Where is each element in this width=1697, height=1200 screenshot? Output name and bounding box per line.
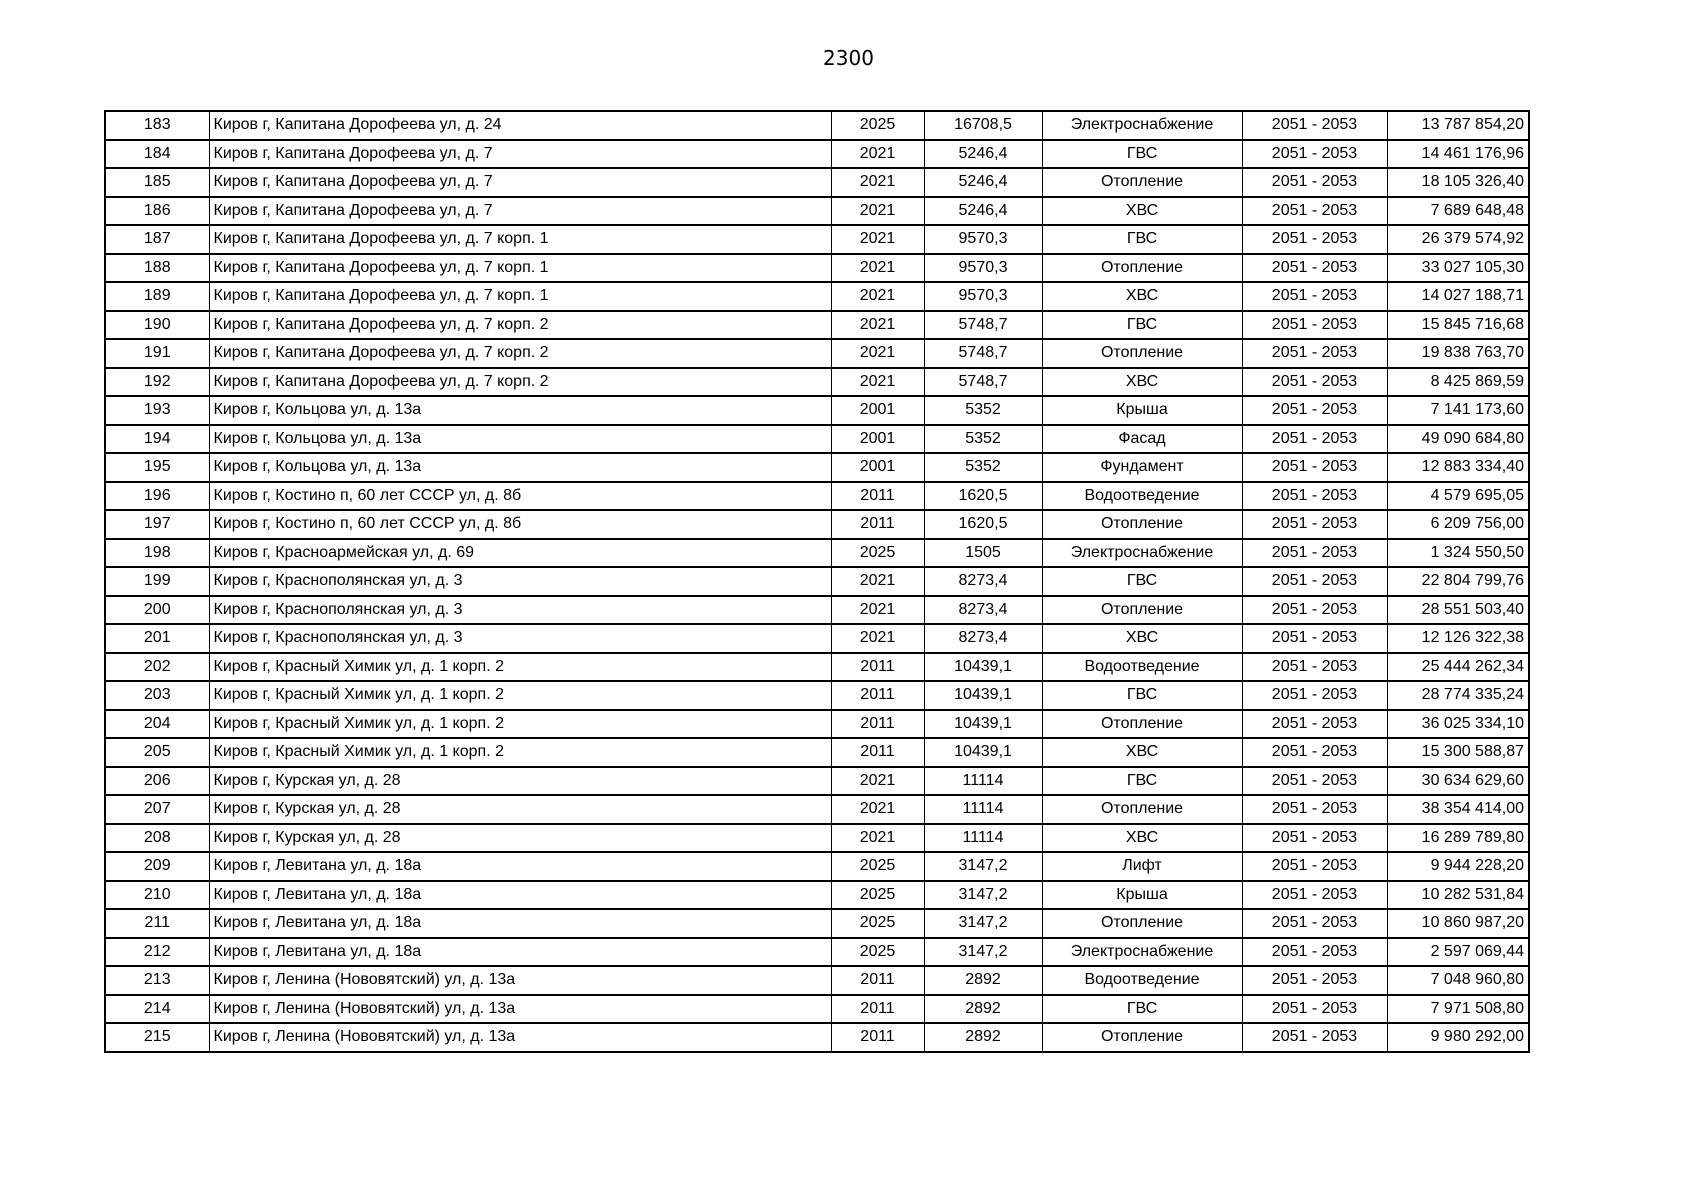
period-cell: 2051 - 2053 bbox=[1242, 225, 1387, 254]
cost-cell: 7 689 648,48 bbox=[1387, 197, 1529, 226]
year-cell: 2025 bbox=[831, 852, 924, 881]
area-cell: 5246,4 bbox=[924, 168, 1042, 197]
row-number-cell: 214 bbox=[105, 995, 209, 1024]
work-type-cell: ХВС bbox=[1042, 824, 1242, 853]
address-cell: Киров г, Капитана Дорофеева ул, д. 7 bbox=[209, 197, 831, 226]
area-cell: 1620,5 bbox=[924, 510, 1042, 539]
table-body bbox=[105, 111, 1529, 1052]
row-number-cell: 186 bbox=[105, 197, 209, 226]
year-cell: 2011 bbox=[831, 653, 924, 682]
table-row bbox=[105, 168, 1529, 197]
cost-cell: 10 860 987,20 bbox=[1387, 909, 1529, 938]
period-cell: 2051 - 2053 bbox=[1242, 795, 1387, 824]
page-number: 2300 bbox=[823, 46, 874, 70]
table-row bbox=[105, 225, 1529, 254]
period-cell: 2051 - 2053 bbox=[1242, 539, 1387, 568]
work-type-cell: ХВС bbox=[1042, 624, 1242, 653]
year-cell: 2025 bbox=[831, 111, 924, 140]
address-cell: Киров г, Левитана ул, д. 18а bbox=[209, 881, 831, 910]
period-cell: 2051 - 2053 bbox=[1242, 453, 1387, 482]
year-cell: 2011 bbox=[831, 1023, 924, 1052]
period-cell: 2051 - 2053 bbox=[1242, 567, 1387, 596]
cost-cell: 28 551 503,40 bbox=[1387, 596, 1529, 625]
cost-cell: 6 209 756,00 bbox=[1387, 510, 1529, 539]
table-row bbox=[105, 282, 1529, 311]
row-number-cell: 212 bbox=[105, 938, 209, 967]
period-cell: 2051 - 2053 bbox=[1242, 1023, 1387, 1052]
area-cell: 3147,2 bbox=[924, 938, 1042, 967]
area-cell: 5352 bbox=[924, 453, 1042, 482]
work-type-cell: Крыша bbox=[1042, 396, 1242, 425]
address-cell: Киров г, Курская ул, д. 28 bbox=[209, 767, 831, 796]
table-row bbox=[105, 339, 1529, 368]
year-cell: 2001 bbox=[831, 453, 924, 482]
address-cell: Киров г, Капитана Дорофеева ул, д. 7 корп. 1 bbox=[209, 225, 831, 254]
area-cell: 2892 bbox=[924, 995, 1042, 1024]
row-number-cell: 188 bbox=[105, 254, 209, 283]
cost-cell: 8 425 869,59 bbox=[1387, 368, 1529, 397]
year-cell: 2021 bbox=[831, 168, 924, 197]
table-row bbox=[105, 596, 1529, 625]
row-number-cell: 206 bbox=[105, 767, 209, 796]
table-row bbox=[105, 710, 1529, 739]
area-cell: 5246,4 bbox=[924, 197, 1042, 226]
table-row bbox=[105, 681, 1529, 710]
row-number-cell: 193 bbox=[105, 396, 209, 425]
row-number-cell: 190 bbox=[105, 311, 209, 340]
work-type-cell: Фасад bbox=[1042, 425, 1242, 454]
table-row bbox=[105, 396, 1529, 425]
work-type-cell: Электроснабжение bbox=[1042, 111, 1242, 140]
address-cell: Киров г, Левитана ул, д. 18а bbox=[209, 852, 831, 881]
period-cell: 2051 - 2053 bbox=[1242, 168, 1387, 197]
address-cell: Киров г, Ленина (Нововятский) ул, д. 13а bbox=[209, 966, 831, 995]
work-type-cell: Электроснабжение bbox=[1042, 539, 1242, 568]
year-cell: 2001 bbox=[831, 425, 924, 454]
area-cell: 10439,1 bbox=[924, 710, 1042, 739]
period-cell: 2051 - 2053 bbox=[1242, 510, 1387, 539]
year-cell: 2011 bbox=[831, 681, 924, 710]
cost-cell: 13 787 854,20 bbox=[1387, 111, 1529, 140]
cost-cell: 19 838 763,70 bbox=[1387, 339, 1529, 368]
cost-cell: 26 379 574,92 bbox=[1387, 225, 1529, 254]
table-row bbox=[105, 852, 1529, 881]
work-type-cell: Отопление bbox=[1042, 1023, 1242, 1052]
row-number-cell: 205 bbox=[105, 738, 209, 767]
work-type-cell: Отопление bbox=[1042, 254, 1242, 283]
address-cell: Киров г, Курская ул, д. 28 bbox=[209, 824, 831, 853]
year-cell: 2011 bbox=[831, 710, 924, 739]
table-row bbox=[105, 653, 1529, 682]
address-cell: Киров г, Ленина (Нововятский) ул, д. 13а bbox=[209, 1023, 831, 1052]
period-cell: 2051 - 2053 bbox=[1242, 966, 1387, 995]
cost-cell: 7 971 508,80 bbox=[1387, 995, 1529, 1024]
row-number-cell: 211 bbox=[105, 909, 209, 938]
period-cell: 2051 - 2053 bbox=[1242, 425, 1387, 454]
cost-cell: 49 090 684,80 bbox=[1387, 425, 1529, 454]
cost-cell: 12 126 322,38 bbox=[1387, 624, 1529, 653]
table-row bbox=[105, 510, 1529, 539]
address-cell: Киров г, Кольцова ул, д. 13а bbox=[209, 396, 831, 425]
area-cell: 10439,1 bbox=[924, 738, 1042, 767]
address-cell: Киров г, Левитана ул, д. 18а bbox=[209, 938, 831, 967]
cost-cell: 10 282 531,84 bbox=[1387, 881, 1529, 910]
cost-cell: 9 944 228,20 bbox=[1387, 852, 1529, 881]
address-cell: Киров г, Капитана Дорофеева ул, д. 7 корп. 2 bbox=[209, 339, 831, 368]
work-type-cell: Крыша bbox=[1042, 881, 1242, 910]
work-type-cell: ГВС bbox=[1042, 140, 1242, 169]
area-cell: 1620,5 bbox=[924, 482, 1042, 511]
area-cell: 8273,4 bbox=[924, 567, 1042, 596]
table-row bbox=[105, 111, 1529, 140]
row-number-cell: 187 bbox=[105, 225, 209, 254]
address-cell: Киров г, Красный Химик ул, д. 1 корп. 2 bbox=[209, 681, 831, 710]
period-cell: 2051 - 2053 bbox=[1242, 824, 1387, 853]
row-number-cell: 195 bbox=[105, 453, 209, 482]
area-cell: 10439,1 bbox=[924, 681, 1042, 710]
period-cell: 2051 - 2053 bbox=[1242, 710, 1387, 739]
work-type-cell: Отопление bbox=[1042, 795, 1242, 824]
row-number-cell: 210 bbox=[105, 881, 209, 910]
table-row bbox=[105, 140, 1529, 169]
work-type-cell: Отопление bbox=[1042, 168, 1242, 197]
cost-cell: 9 980 292,00 bbox=[1387, 1023, 1529, 1052]
area-cell: 11114 bbox=[924, 824, 1042, 853]
work-type-cell: ГВС bbox=[1042, 995, 1242, 1024]
row-number-cell: 197 bbox=[105, 510, 209, 539]
period-cell: 2051 - 2053 bbox=[1242, 482, 1387, 511]
year-cell: 2021 bbox=[831, 596, 924, 625]
table-row bbox=[105, 254, 1529, 283]
work-type-cell: Отопление bbox=[1042, 596, 1242, 625]
year-cell: 2011 bbox=[831, 966, 924, 995]
period-cell: 2051 - 2053 bbox=[1242, 339, 1387, 368]
area-cell: 5246,4 bbox=[924, 140, 1042, 169]
row-number-cell: 192 bbox=[105, 368, 209, 397]
table-row bbox=[105, 767, 1529, 796]
address-cell: Киров г, Кольцова ул, д. 13а bbox=[209, 453, 831, 482]
period-cell: 2051 - 2053 bbox=[1242, 624, 1387, 653]
period-cell: 2051 - 2053 bbox=[1242, 396, 1387, 425]
cost-cell: 7 048 960,80 bbox=[1387, 966, 1529, 995]
area-cell: 8273,4 bbox=[924, 596, 1042, 625]
year-cell: 2021 bbox=[831, 140, 924, 169]
work-type-cell: ГВС bbox=[1042, 311, 1242, 340]
address-cell: Киров г, Капитана Дорофеева ул, д. 24 bbox=[209, 111, 831, 140]
address-cell: Киров г, Капитана Дорофеева ул, д. 7 bbox=[209, 140, 831, 169]
work-type-cell: ХВС bbox=[1042, 197, 1242, 226]
year-cell: 2011 bbox=[831, 995, 924, 1024]
work-type-cell: Лифт bbox=[1042, 852, 1242, 881]
row-number-cell: 203 bbox=[105, 681, 209, 710]
row-number-cell: 198 bbox=[105, 539, 209, 568]
period-cell: 2051 - 2053 bbox=[1242, 311, 1387, 340]
cost-cell: 28 774 335,24 bbox=[1387, 681, 1529, 710]
address-cell: Киров г, Ленина (Нововятский) ул, д. 13а bbox=[209, 995, 831, 1024]
row-number-cell: 184 bbox=[105, 140, 209, 169]
address-cell: Киров г, Кольцова ул, д. 13а bbox=[209, 425, 831, 454]
address-cell: Киров г, Капитана Дорофеева ул, д. 7 корп. 2 bbox=[209, 311, 831, 340]
area-cell: 5352 bbox=[924, 396, 1042, 425]
row-number-cell: 199 bbox=[105, 567, 209, 596]
cost-cell: 33 027 105,30 bbox=[1387, 254, 1529, 283]
period-cell: 2051 - 2053 bbox=[1242, 197, 1387, 226]
table-row bbox=[105, 482, 1529, 511]
row-number-cell: 185 bbox=[105, 168, 209, 197]
area-cell: 5748,7 bbox=[924, 339, 1042, 368]
address-cell: Киров г, Краснополянская ул, д. 3 bbox=[209, 624, 831, 653]
row-number-cell: 196 bbox=[105, 482, 209, 511]
area-cell: 3147,2 bbox=[924, 852, 1042, 881]
work-type-cell: ГВС bbox=[1042, 681, 1242, 710]
table-row bbox=[105, 567, 1529, 596]
work-type-cell: ГВС bbox=[1042, 225, 1242, 254]
period-cell: 2051 - 2053 bbox=[1242, 368, 1387, 397]
area-cell: 5748,7 bbox=[924, 368, 1042, 397]
area-cell: 16708,5 bbox=[924, 111, 1042, 140]
address-cell: Киров г, Красноармейская ул, д. 69 bbox=[209, 539, 831, 568]
repair-schedule-table bbox=[104, 110, 1530, 1053]
row-number-cell: 202 bbox=[105, 653, 209, 682]
area-cell: 3147,2 bbox=[924, 909, 1042, 938]
table-row bbox=[105, 368, 1529, 397]
row-number-cell: 215 bbox=[105, 1023, 209, 1052]
cost-cell: 25 444 262,34 bbox=[1387, 653, 1529, 682]
address-cell: Киров г, Красный Химик ул, д. 1 корп. 2 bbox=[209, 738, 831, 767]
area-cell: 3147,2 bbox=[924, 881, 1042, 910]
work-type-cell: ГВС bbox=[1042, 767, 1242, 796]
area-cell: 10439,1 bbox=[924, 653, 1042, 682]
cost-cell: 16 289 789,80 bbox=[1387, 824, 1529, 853]
address-cell: Киров г, Капитана Дорофеева ул, д. 7 корп. 2 bbox=[209, 368, 831, 397]
table-row bbox=[105, 824, 1529, 853]
row-number-cell: 189 bbox=[105, 282, 209, 311]
period-cell: 2051 - 2053 bbox=[1242, 111, 1387, 140]
table-row bbox=[105, 881, 1529, 910]
year-cell: 2021 bbox=[831, 824, 924, 853]
year-cell: 2021 bbox=[831, 282, 924, 311]
period-cell: 2051 - 2053 bbox=[1242, 852, 1387, 881]
area-cell: 2892 bbox=[924, 1023, 1042, 1052]
row-number-cell: 208 bbox=[105, 824, 209, 853]
area-cell: 5352 bbox=[924, 425, 1042, 454]
year-cell: 2025 bbox=[831, 539, 924, 568]
year-cell: 2025 bbox=[831, 909, 924, 938]
period-cell: 2051 - 2053 bbox=[1242, 909, 1387, 938]
table-row bbox=[105, 795, 1529, 824]
address-cell: Киров г, Костино п, 60 лет СССР ул, д. 8б bbox=[209, 510, 831, 539]
row-number-cell: 213 bbox=[105, 966, 209, 995]
cost-cell: 2 597 069,44 bbox=[1387, 938, 1529, 967]
year-cell: 2021 bbox=[831, 311, 924, 340]
table-row bbox=[105, 539, 1529, 568]
table-row bbox=[105, 938, 1529, 967]
period-cell: 2051 - 2053 bbox=[1242, 738, 1387, 767]
cost-cell: 14 461 176,96 bbox=[1387, 140, 1529, 169]
cost-cell: 7 141 173,60 bbox=[1387, 396, 1529, 425]
period-cell: 2051 - 2053 bbox=[1242, 767, 1387, 796]
cost-cell: 12 883 334,40 bbox=[1387, 453, 1529, 482]
table-row bbox=[105, 425, 1529, 454]
row-number-cell: 209 bbox=[105, 852, 209, 881]
period-cell: 2051 - 2053 bbox=[1242, 254, 1387, 283]
work-type-cell: Водоотведение bbox=[1042, 653, 1242, 682]
work-type-cell: Фундамент bbox=[1042, 453, 1242, 482]
row-number-cell: 194 bbox=[105, 425, 209, 454]
row-number-cell: 183 bbox=[105, 111, 209, 140]
year-cell: 2011 bbox=[831, 482, 924, 511]
year-cell: 2021 bbox=[831, 368, 924, 397]
year-cell: 2021 bbox=[831, 767, 924, 796]
work-type-cell: Отопление bbox=[1042, 909, 1242, 938]
cost-cell: 4 579 695,05 bbox=[1387, 482, 1529, 511]
area-cell: 9570,3 bbox=[924, 282, 1042, 311]
work-type-cell: ХВС bbox=[1042, 282, 1242, 311]
work-type-cell: ХВС bbox=[1042, 368, 1242, 397]
area-cell: 2892 bbox=[924, 966, 1042, 995]
area-cell: 1505 bbox=[924, 539, 1042, 568]
period-cell: 2051 - 2053 bbox=[1242, 681, 1387, 710]
area-cell: 9570,3 bbox=[924, 254, 1042, 283]
address-cell: Киров г, Левитана ул, д. 18а bbox=[209, 909, 831, 938]
year-cell: 2021 bbox=[831, 624, 924, 653]
work-type-cell: Отопление bbox=[1042, 710, 1242, 739]
year-cell: 2021 bbox=[831, 254, 924, 283]
year-cell: 2011 bbox=[831, 510, 924, 539]
year-cell: 2021 bbox=[831, 567, 924, 596]
work-type-cell: Отопление bbox=[1042, 339, 1242, 368]
period-cell: 2051 - 2053 bbox=[1242, 938, 1387, 967]
table-row bbox=[105, 738, 1529, 767]
cost-cell: 1 324 550,50 bbox=[1387, 539, 1529, 568]
year-cell: 2025 bbox=[831, 938, 924, 967]
year-cell: 2021 bbox=[831, 225, 924, 254]
year-cell: 2001 bbox=[831, 396, 924, 425]
work-type-cell: Отопление bbox=[1042, 510, 1242, 539]
table-row bbox=[105, 966, 1529, 995]
year-cell: 2021 bbox=[831, 795, 924, 824]
work-type-cell: ГВС bbox=[1042, 567, 1242, 596]
table-row bbox=[105, 1023, 1529, 1052]
table-row bbox=[105, 311, 1529, 340]
cost-cell: 18 105 326,40 bbox=[1387, 168, 1529, 197]
period-cell: 2051 - 2053 bbox=[1242, 881, 1387, 910]
work-type-cell: Водоотведение bbox=[1042, 966, 1242, 995]
table-row bbox=[105, 909, 1529, 938]
cost-cell: 15 300 588,87 bbox=[1387, 738, 1529, 767]
cost-cell: 15 845 716,68 bbox=[1387, 311, 1529, 340]
address-cell: Киров г, Краснополянская ул, д. 3 bbox=[209, 567, 831, 596]
period-cell: 2051 - 2053 bbox=[1242, 282, 1387, 311]
row-number-cell: 207 bbox=[105, 795, 209, 824]
table-row bbox=[105, 995, 1529, 1024]
cost-cell: 22 804 799,76 bbox=[1387, 567, 1529, 596]
cost-cell: 14 027 188,71 bbox=[1387, 282, 1529, 311]
table-row bbox=[105, 453, 1529, 482]
address-cell: Киров г, Красный Химик ул, д. 1 корп. 2 bbox=[209, 710, 831, 739]
table-row bbox=[105, 197, 1529, 226]
period-cell: 2051 - 2053 bbox=[1242, 653, 1387, 682]
address-cell: Киров г, Красный Химик ул, д. 1 корп. 2 bbox=[209, 653, 831, 682]
work-type-cell: Электроснабжение bbox=[1042, 938, 1242, 967]
cost-cell: 36 025 334,10 bbox=[1387, 710, 1529, 739]
cost-cell: 30 634 629,60 bbox=[1387, 767, 1529, 796]
work-type-cell: Водоотведение bbox=[1042, 482, 1242, 511]
row-number-cell: 201 bbox=[105, 624, 209, 653]
year-cell: 2011 bbox=[831, 738, 924, 767]
address-cell: Киров г, Капитана Дорофеева ул, д. 7 bbox=[209, 168, 831, 197]
address-cell: Киров г, Капитана Дорофеева ул, д. 7 корп. 1 bbox=[209, 282, 831, 311]
year-cell: 2021 bbox=[831, 339, 924, 368]
row-number-cell: 204 bbox=[105, 710, 209, 739]
area-cell: 11114 bbox=[924, 795, 1042, 824]
area-cell: 11114 bbox=[924, 767, 1042, 796]
area-cell: 8273,4 bbox=[924, 624, 1042, 653]
period-cell: 2051 - 2053 bbox=[1242, 140, 1387, 169]
address-cell: Киров г, Капитана Дорофеева ул, д. 7 корп. 1 bbox=[209, 254, 831, 283]
period-cell: 2051 - 2053 bbox=[1242, 995, 1387, 1024]
year-cell: 2025 bbox=[831, 881, 924, 910]
area-cell: 9570,3 bbox=[924, 225, 1042, 254]
address-cell: Киров г, Курская ул, д. 28 bbox=[209, 795, 831, 824]
address-cell: Киров г, Костино п, 60 лет СССР ул, д. 8б bbox=[209, 482, 831, 511]
area-cell: 5748,7 bbox=[924, 311, 1042, 340]
table-row bbox=[105, 624, 1529, 653]
address-cell: Киров г, Краснополянская ул, д. 3 bbox=[209, 596, 831, 625]
work-type-cell: ХВС bbox=[1042, 738, 1242, 767]
cost-cell: 38 354 414,00 bbox=[1387, 795, 1529, 824]
row-number-cell: 191 bbox=[105, 339, 209, 368]
period-cell: 2051 - 2053 bbox=[1242, 596, 1387, 625]
row-number-cell: 200 bbox=[105, 596, 209, 625]
year-cell: 2021 bbox=[831, 197, 924, 226]
